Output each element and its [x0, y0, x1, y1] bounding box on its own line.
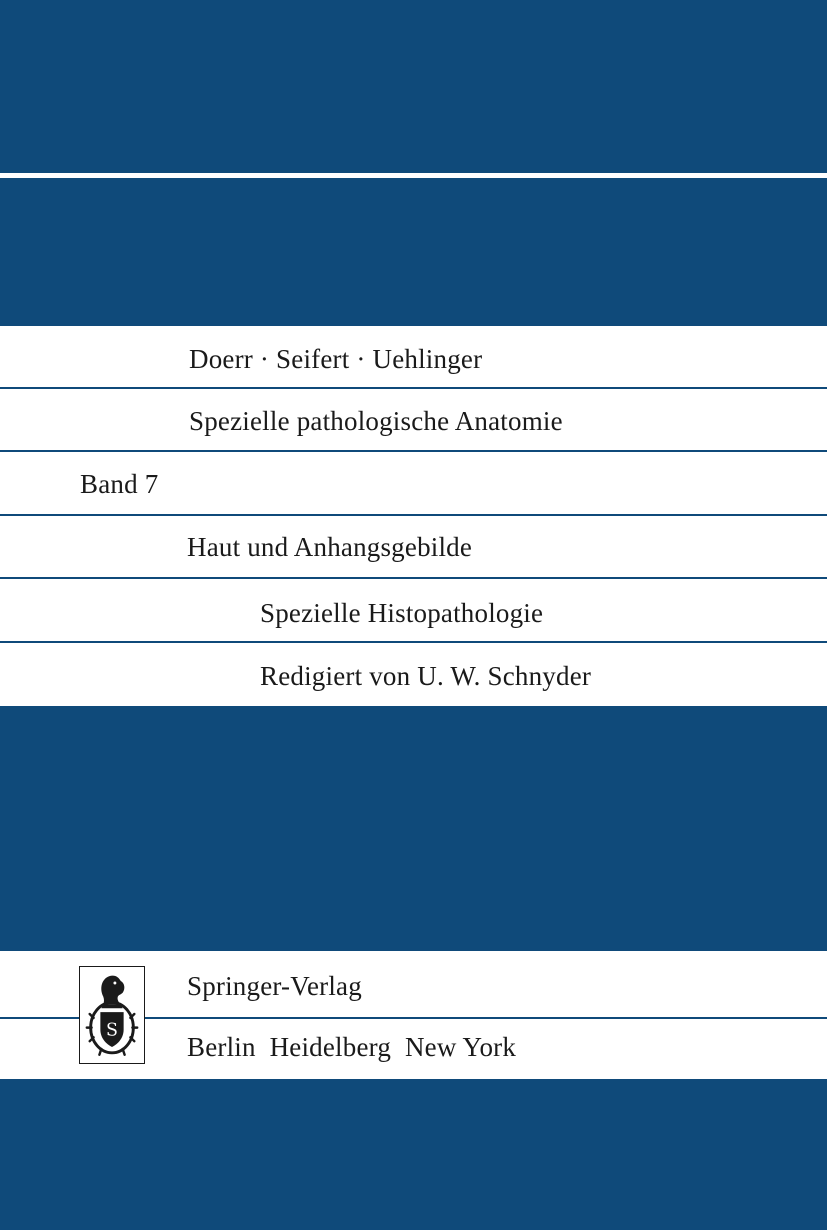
publisher-cities: Berlin Heidelberg New York — [187, 1032, 517, 1062]
book-title: Haut und Anhangsgebilde — [187, 532, 473, 562]
top-white-stripe — [0, 173, 827, 178]
series-title: Spezielle pathologische Anatomie — [189, 406, 563, 436]
divider-rule — [0, 387, 827, 389]
springer-chess-knight-logo-icon — [79, 966, 145, 1064]
divider-rule — [0, 450, 827, 452]
divider-rule — [0, 514, 827, 516]
title-panel — [0, 326, 827, 706]
volume-label: Band 7 — [80, 469, 159, 499]
publisher-name: Springer-Verlag — [187, 971, 362, 1001]
editor-line: Redigiert von U. W. Schnyder — [260, 661, 592, 691]
divider-rule — [0, 577, 827, 579]
authors-line: Doerr · Seifert · Uehlinger — [189, 344, 483, 374]
svg-text:S: S — [106, 1020, 118, 1041]
subtitle: Spezielle Histopathologie — [260, 598, 544, 628]
divider-rule — [0, 641, 827, 643]
